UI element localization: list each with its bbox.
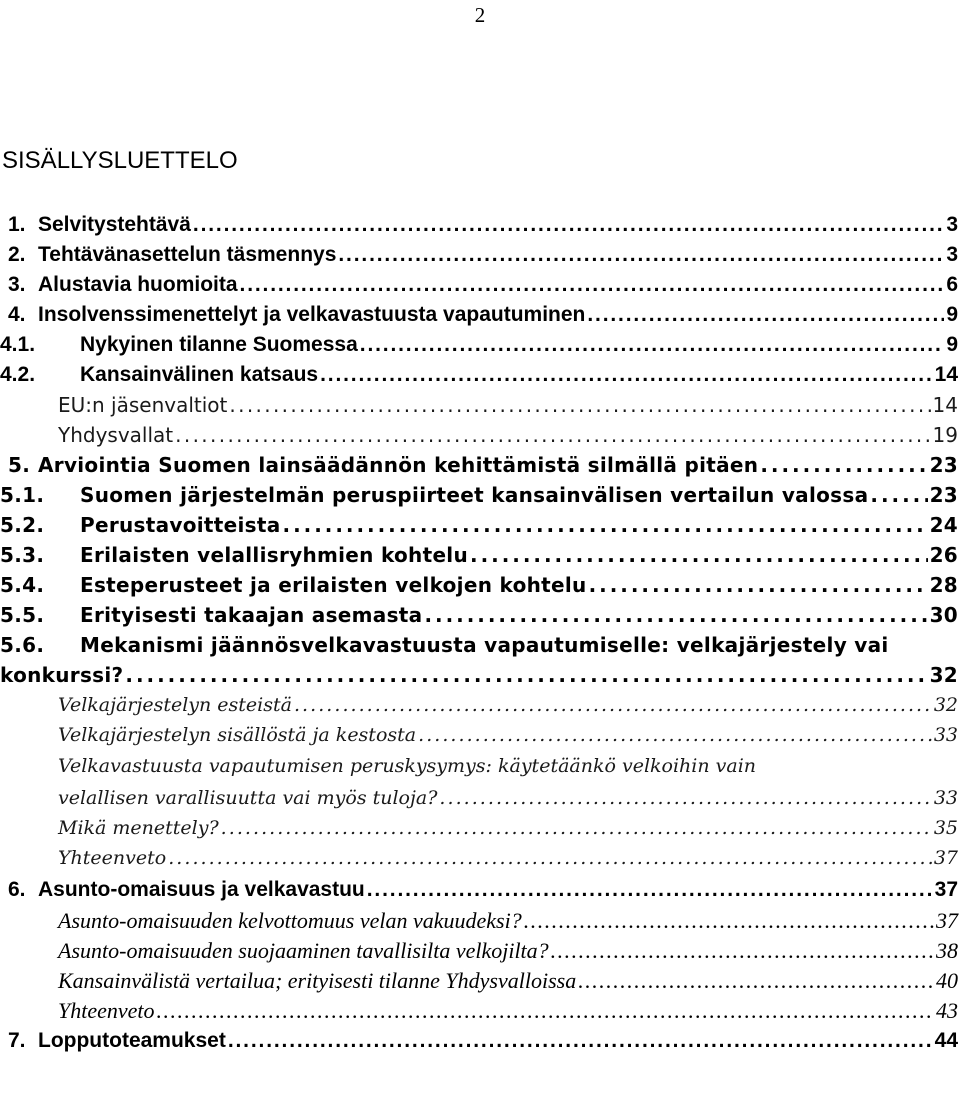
toc-entry-row: [0, 720, 960, 750]
toc-entry-row: [0, 936, 960, 966]
toc-dot-leader: [338, 240, 944, 270]
toc-entry[interactable]: [0, 873, 960, 906]
toc-dot-leader: [168, 843, 932, 873]
toc-dot-leader: [125, 660, 927, 690]
toc-entry-page: 32: [929, 663, 958, 687]
toc-entry[interactable]: [0, 210, 960, 240]
toc-entry-row: [0, 450, 960, 480]
toc-entry-label: Mikä menettely?: [58, 817, 219, 839]
toc-dot-leader: [294, 690, 932, 720]
toc-dot-leader: [439, 783, 931, 813]
toc-entry-row: [0, 540, 960, 570]
toc-entry-label: Perustavoitteista: [80, 513, 281, 537]
toc-entry[interactable]: [0, 390, 960, 420]
toc-entry[interactable]: [0, 330, 960, 360]
toc-entry[interactable]: [0, 966, 960, 996]
toc-entry-label: Velkavastuusta vapautumisen peruskysymys: käytetäänkö velkoihin vain: [58, 755, 757, 777]
toc-dot-leader: [870, 480, 927, 510]
toc-entry-row: [0, 480, 960, 510]
toc-entry[interactable]: [0, 480, 960, 510]
toc-entry-label: Alustavia huomioita: [38, 273, 238, 296]
toc-entry-row: [0, 330, 960, 360]
toc-dot-leader: [470, 540, 928, 570]
toc-entry-number: 6.: [8, 878, 26, 901]
toc-entry[interactable]: [0, 240, 960, 270]
toc-entry-page: 33: [933, 724, 958, 746]
toc-entry[interactable]: [0, 630, 960, 660]
toc-entry-page: 44: [934, 1029, 958, 1052]
toc-entry-label: Velkajärjestelyn esteistä: [58, 694, 292, 716]
toc-entry[interactable]: [0, 720, 960, 750]
toc-entry-label: Mekanismi jäännösvelkavastuusta vapautumiselle: velkajärjestely vai: [80, 633, 889, 657]
toc-entry-label: velallisen varallisuutta vai myös tuloja?: [58, 787, 438, 809]
toc-entry-row: [0, 813, 960, 843]
toc-entry-label: Velkajärjestelyn sisällöstä ja kestosta: [58, 724, 417, 746]
toc-dot-leader: [228, 1026, 933, 1056]
toc-entry-row: [0, 270, 960, 300]
toc-entry-label: Arviointia Suomen lainsäädännön kehittämistä silmällä pitäen: [38, 453, 759, 477]
toc-entry-label: Erityisesti takaajan asemasta: [80, 603, 423, 627]
toc-entry[interactable]: [0, 510, 960, 540]
toc-dot-leader: [760, 450, 927, 480]
toc-entry-label: EU:n jäsenvaltiot: [58, 393, 228, 417]
toc-dot-leader: [360, 330, 945, 360]
toc-dot-leader: [221, 813, 932, 843]
toc-entry[interactable]: [0, 600, 960, 630]
toc-entry-number: 4.: [8, 303, 26, 326]
toc-entry-page: 24: [929, 513, 958, 537]
toc-entry-number: 4.2.: [0, 363, 36, 386]
toc-entry-row: [0, 843, 960, 873]
toc-entry-row: [0, 630, 960, 660]
toc-entry-number: 2.: [8, 243, 26, 266]
toc-entry-row: [0, 570, 960, 600]
toc-entry-page: 37: [933, 847, 958, 869]
toc-dot-leader: [283, 510, 928, 540]
toc-dot-leader: [240, 270, 945, 300]
toc-entry-row: [0, 510, 960, 540]
toc-dot-leader: [175, 420, 930, 450]
toc-entry-page: 26: [929, 543, 958, 567]
toc-entry-page: 19: [932, 423, 958, 447]
toc-entry-label: Esteperusteet ja erilaisten velkojen kohtelu: [80, 573, 587, 597]
toc-entry-page: 14: [934, 363, 958, 386]
toc-entry-row: [0, 1026, 960, 1056]
toc-entry-label: konkurssi?: [0, 663, 124, 687]
toc-entry[interactable]: [0, 813, 960, 843]
toc-entry[interactable]: [0, 843, 960, 873]
toc-entry-page: 37: [936, 908, 958, 933]
toc-dot-leader: [524, 906, 934, 936]
toc-entry-label: Yhteenveto: [58, 847, 167, 869]
toc-title: SISÄLLYSLUETTELO: [2, 147, 238, 174]
toc-entry-row: [0, 420, 960, 450]
toc-entry-row: [0, 360, 960, 390]
toc-entry-row: [0, 660, 960, 690]
toc-entry-page: 28: [929, 573, 958, 597]
toc-entry-label: Nykyinen tilanne Suomessa: [80, 333, 358, 356]
toc-dot-leader: [587, 300, 944, 330]
toc-entry-row: [0, 300, 960, 330]
toc-entry-number: 5.3.: [0, 543, 45, 567]
toc-entry[interactable]: [0, 936, 960, 966]
toc-entry-row: [0, 996, 960, 1026]
toc-entry-page: 33: [933, 787, 958, 809]
toc-entry-number: 5.6.: [0, 633, 45, 657]
toc-entry[interactable]: [0, 420, 960, 450]
toc-entry[interactable]: [0, 906, 960, 936]
toc-entry-page: 38: [936, 938, 958, 963]
toc-entry-row: [0, 783, 960, 813]
toc-entry-page: 40: [936, 968, 958, 993]
toc-entry[interactable]: [0, 270, 960, 300]
toc-entry-label: Erilaisten velallisryhmien kohtelu: [80, 543, 469, 567]
toc-entry-row: [0, 966, 960, 996]
toc-entry-page: 37: [934, 878, 958, 901]
toc-dot-leader: [320, 360, 933, 390]
toc-entry-label: Insolvenssimenettelyt ja velkavastuusta vapautuminen: [38, 303, 586, 326]
toc-entry-page: 32: [933, 694, 958, 716]
toc-entry-page: 14: [932, 393, 958, 417]
toc-entry-number: 5.1.: [0, 483, 45, 507]
toc-entry-label: Tehtävänasettelun täsmennys: [38, 243, 337, 266]
toc-dot-leader: [551, 936, 934, 966]
toc-entry-page: 30: [929, 603, 958, 627]
toc-entry-row: [0, 750, 960, 783]
toc-entry[interactable]: [0, 660, 960, 690]
toc-entry-row: [0, 240, 960, 270]
toc-entry-page: 23: [929, 483, 958, 507]
toc-dot-leader: [157, 996, 934, 1026]
toc-entry-number: 4.1.: [0, 333, 36, 356]
toc-entry[interactable]: [0, 570, 960, 600]
toc-entry-page: 43: [936, 998, 958, 1023]
toc-dot-leader: [367, 873, 933, 906]
toc-entry-page: 23: [929, 453, 958, 477]
toc-entry-row: [0, 873, 960, 906]
toc-entry-label: Asunto-omaisuuden kelvottomuus velan vakuudeksi?: [58, 908, 522, 933]
toc-list: [0, 210, 960, 1056]
toc-entry-page: 9: [946, 303, 958, 326]
toc-entry-number: 5.5.: [0, 603, 45, 627]
toc-entry-number: 5.4.: [0, 573, 45, 597]
toc-entry[interactable]: [0, 996, 960, 1026]
toc-entry-page: 35: [933, 817, 958, 839]
toc-entry-page: 3: [946, 213, 958, 236]
toc-entry[interactable]: [0, 690, 960, 720]
toc-entry[interactable]: [0, 750, 960, 783]
toc-entry-number: 5.: [8, 453, 31, 477]
toc-entry-number: 1.: [8, 213, 26, 236]
toc-entry-number: 5.2.: [0, 513, 45, 537]
toc-dot-leader: [424, 600, 927, 630]
toc-entry-row: [0, 906, 960, 936]
toc-entry[interactable]: [0, 300, 960, 330]
toc-entry-label: Asunto-omaisuuden suojaaminen tavallisilta velkojilta?: [58, 938, 549, 963]
toc-entry[interactable]: [0, 360, 960, 390]
toc-entry-label: Lopputoteamukset: [38, 1029, 226, 1052]
toc-dot-leader: [193, 210, 944, 240]
toc-entry-label: Kansainvälinen katsaus: [80, 363, 319, 386]
toc-dot-leader: [589, 570, 928, 600]
toc-entry-label: Asunto-omaisuus ja velkavastuu: [38, 878, 365, 901]
toc-dot-leader: [418, 720, 932, 750]
toc-entry-page: 6: [946, 273, 958, 296]
toc-entry-label: Suomen järjestelmän peruspiirteet kansainvälisen vertailun valossa: [80, 483, 869, 507]
toc-entry[interactable]: [0, 450, 960, 480]
toc-entry-row: [0, 210, 960, 240]
toc-entry-label: Yhdysvallat: [58, 423, 174, 447]
toc-dot-leader: [229, 390, 930, 420]
page-number: 2: [474, 3, 486, 27]
toc-entry-row: [0, 690, 960, 720]
toc-entry[interactable]: [0, 540, 960, 570]
toc-entry-page: 3: [946, 243, 958, 266]
toc-entry-label: Yhteenveto: [58, 998, 155, 1023]
toc-entry-number: 7.: [8, 1029, 26, 1052]
toc-entry[interactable]: [0, 783, 960, 813]
toc-entry-label: Selvitystehtävä: [38, 213, 191, 236]
toc-dot-leader: [578, 966, 934, 996]
toc-entry[interactable]: [0, 1026, 960, 1056]
toc-entry-page: 9: [946, 333, 958, 356]
toc-entry-row: [0, 390, 960, 420]
toc-entry-row: [0, 600, 960, 630]
toc-entry-number: 3.: [8, 273, 26, 296]
toc-entry-label: Kansainvälistä vertailua; erityisesti tilanne Yhdysvalloissa: [58, 968, 577, 993]
